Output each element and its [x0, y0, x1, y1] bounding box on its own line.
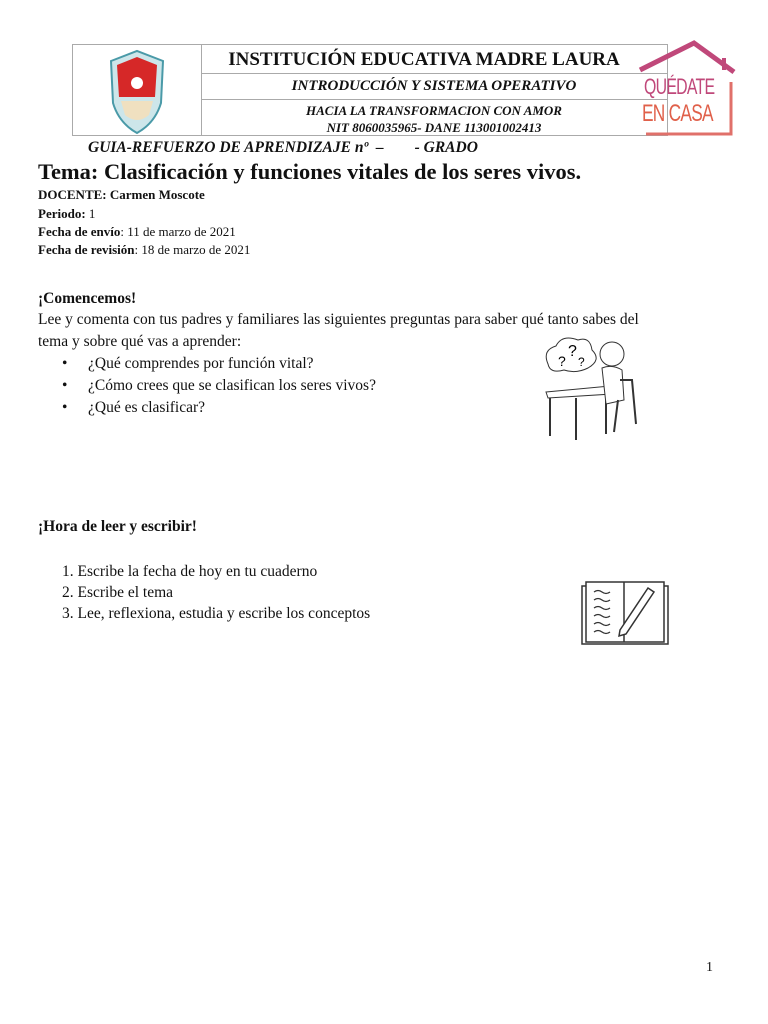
review-date [38, 242, 250, 258]
question-list [88, 353, 376, 419]
section2-heading: ¡Hora de leer y escribir! [38, 518, 197, 535]
institution-name: INSTITUCIÓN EDUCATIVA MADRE LAURA [201, 45, 667, 74]
page-number: 1 [706, 960, 713, 975]
topic-title: Tema: Clasificación y funciones vitales de los seres vivos. [38, 159, 582, 184]
period [38, 206, 95, 222]
notebook-pencil-icon [580, 580, 670, 648]
school-shield-icon [73, 45, 201, 135]
question-item: • ¿Cómo crees que se clasifican los seres vivos? [88, 375, 376, 397]
svg-text:?: ? [568, 343, 577, 360]
review-label: Fecha de revisión [38, 242, 135, 257]
quedate-en-casa-logo [636, 40, 736, 136]
badge-line1: QUÉDATE [644, 74, 715, 99]
sent-label: Fecha de envío [38, 224, 121, 239]
header-table [72, 44, 668, 136]
institution-ids: NIT 8060035965- DANE 113001002413 [326, 120, 542, 135]
sent-value: : 11 de marzo de 2021 [120, 224, 236, 239]
sent-date [38, 224, 236, 240]
school-logo-cell [73, 45, 202, 135]
svg-text:?: ? [578, 355, 585, 369]
question-item: • ¿Qué es clasificar? [88, 397, 376, 419]
question-item: • ¿Qué comprendes por función vital? [88, 353, 376, 375]
section1-heading: ¡Comencemos! [38, 290, 137, 307]
steps-list [62, 561, 370, 624]
teacher: DOCENTE: Carmen Moscote [38, 187, 205, 202]
svg-text:?: ? [558, 353, 566, 369]
step-item: 1. Escribe la fecha de hoy en tu cuaderno [62, 563, 318, 580]
guide-title: GUIA-REFUERZO DE APRENDIZAJE nº – - GRADO [88, 139, 478, 156]
thinking-student-illustration [540, 334, 640, 440]
subject-name: INTRODUCCIÓN Y SISTEMA OPERATIVO [201, 73, 667, 100]
review-value: : 18 de marzo de 2021 [134, 242, 251, 257]
section1-intro-cont: tema y sobre qué vas a aprender: [38, 333, 242, 350]
step-item: 3. Lee, reflexiona, estudia y escribe los conceptos [62, 605, 371, 622]
step-item: 2. Escribe el tema [62, 584, 174, 601]
badge-line2: EN CASA [642, 100, 713, 127]
motto: HACIA LA TRANSFORMACION CON AMOR [306, 103, 562, 118]
period-value: 1 [85, 206, 96, 221]
section1-intro: Lee y comenta con tus padres y familiares las siguientes preguntas para saber qué tanto sabes del [38, 311, 639, 328]
period-label: Periodo: [38, 206, 86, 221]
institution-info [201, 100, 667, 136]
